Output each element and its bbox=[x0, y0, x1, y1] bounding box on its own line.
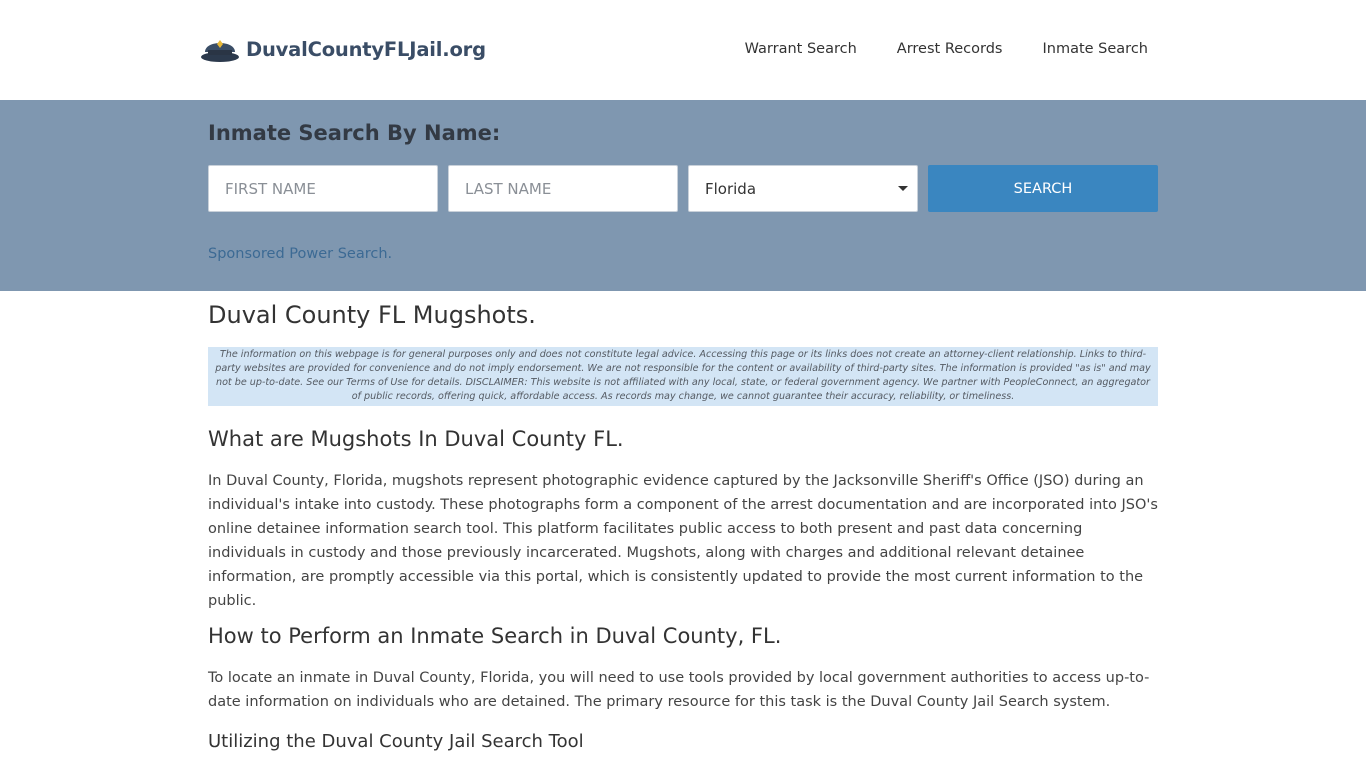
page-title: Duval County FL Mugshots. bbox=[208, 301, 536, 329]
state-select[interactable] bbox=[688, 165, 918, 212]
nav-warrant-search[interactable]: Warrant Search bbox=[744, 41, 857, 57]
site-logo-link[interactable] bbox=[200, 34, 486, 64]
last-name-input[interactable] bbox=[448, 165, 678, 212]
logo-text: DuvalCountyFLJail.org bbox=[246, 37, 486, 61]
search-title: Inmate Search By Name: bbox=[208, 121, 501, 145]
nav-arrest-records[interactable]: Arrest Records bbox=[896, 41, 1003, 57]
subheading-jail-search-tool: Utilizing the Duval County Jail Search Tool bbox=[208, 731, 584, 752]
section-body-inmate-search: To locate an inmate in Duval County, Florida, you will need to use tools provided by local government authorities to access up-to-date information on individuals who are detained. The primary resource for this task is the Duval County Jail Search system. bbox=[208, 670, 1150, 710]
nav-inmate-search[interactable]: Inmate Search bbox=[1042, 41, 1148, 57]
first-name-input[interactable] bbox=[208, 165, 438, 212]
sponsored-power-search-link[interactable]: Sponsored Power Search. bbox=[208, 246, 393, 262]
police-cap-icon bbox=[200, 34, 240, 64]
main-nav bbox=[745, 41, 1148, 57]
disclaimer-box: The information on this webpage is for general purposes only and does not constitute legal advice. Accessing this page or its links does not create an attorney-client relationship. Links to third-party websites are provided for convenience and do not imply endorsement. We are not responsible for the content or availability of third-party sites. The information is provided "as is" and may not be up-to-date. See our Terms of Use for details. DISCLAIMER: This website is not affiliated with any local, state, or federal government agency. We partner with PeopleConnect, an aggregator of public records, offering quick, affordable access. As records may change, we cannot guarantee their accuracy, reliability, or timeliness. bbox=[208, 347, 1158, 406]
search-button[interactable]: SEARCH bbox=[928, 165, 1158, 212]
state-select-value: Florida bbox=[705, 179, 757, 198]
section-heading-mugshots: What are Mugshots In Duval County FL. bbox=[208, 427, 624, 451]
caret-down-icon bbox=[898, 186, 908, 191]
search-band bbox=[0, 100, 1366, 291]
site-header bbox=[0, 0, 1366, 100]
section-heading-inmate-search: How to Perform an Inmate Search in Duval County, FL. bbox=[208, 624, 782, 648]
section-body-mugshots: In Duval County, Florida, mugshots represent photographic evidence captured by the Jacksonville Sheriff's Office (JSO) during an individual's intake into custody. These photographs form a component of the arrest documentation and are incorporated into JSO's online detainee information search tool. This platform facilitates public access to both present and past data concerning individuals in custody and those previously incarcerated. Mugshots, along with charges and additional relevant detainee information, are promptly accessible via this portal, which is consistently updated to provide the most current information to the public. bbox=[208, 473, 1158, 609]
